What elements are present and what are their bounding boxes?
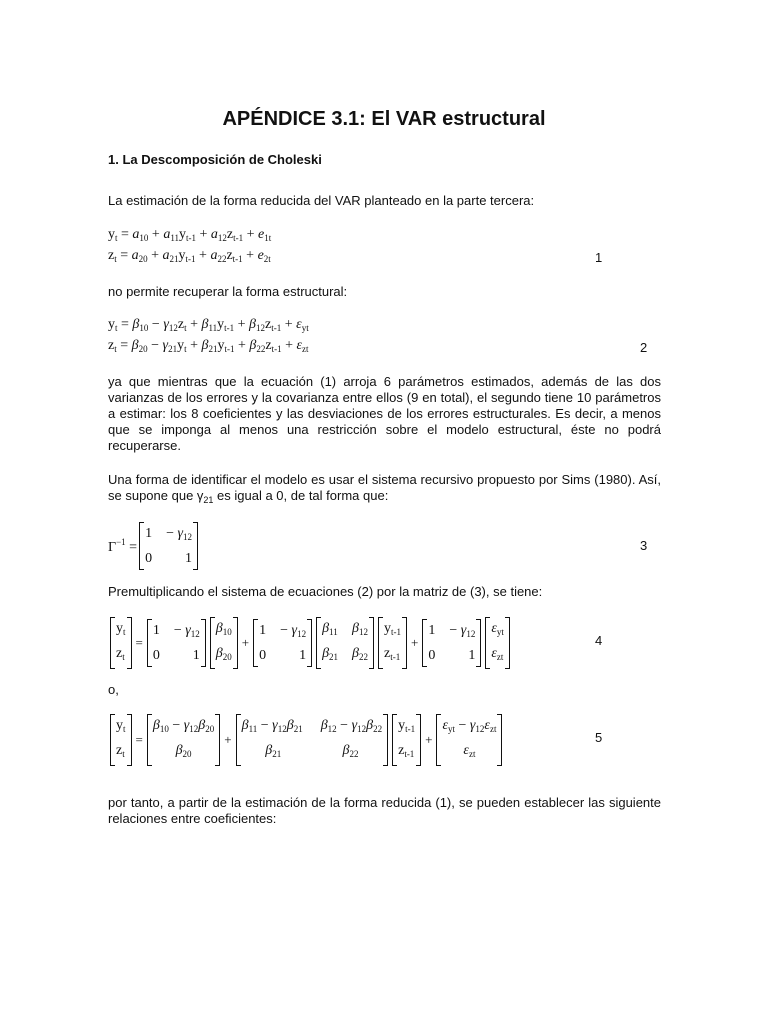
equation-3: $\Gamma^{-1}$ = 1 − $\gamma_{12}$ 0 1: [108, 522, 200, 570]
paragraph-sims: Una forma de identificar el modelo es usar el sistema recursivo propuesto por Sims (1980). Así, se supone que $\gamma_{21}$ es igual a 0, de tal forma que:: [108, 472, 661, 505]
paragraph-parameters: ya que mientras que la ecuación (1) arroja 6 parámetros estimados, además de las dos varianzas de los errores y la covarianza entre ellos (9 en total), el segundo tiene 10 parámetros a estimar: los 8 coeficientes y las desviaciones de los errores estructurales. Es decir, a menos que se imponga al menos una restricción sobre el modelo estructural, éste no podrá recuperarse.: [108, 374, 661, 453]
section-heading: 1. La Descomposición de Choleski: [108, 152, 322, 167]
equation-2-line-1: $y_t = \beta_{10} - \gamma_{12}z_t + \beta_{11}y_{t-1} + \beta_{12}z_{t-1} + \varepsilon_{yt}$: [108, 317, 309, 333]
equation-4: $y_t$ $z_t$ = 1 − $\gamma_{12}$ 0 1 $\beta_{10}$ $\beta_{20}$ + 1 − $\gamma_{12}$ 0 1 $\beta_{11}$ $\beta_{12}$ $\beta_{21}$ $\beta_{22}$ $y_{t-1}$ $z_{t-1}$ + 1 − $\gamma_{12}$ 0 1 $\varepsilon_{yt}$ $\varepsilon_{zt}$: [108, 617, 512, 669]
paragraph-structural: no permite recuperar la forma estructural:: [108, 284, 348, 299]
equation-number-1: 1: [595, 250, 603, 265]
paragraph-premultiply: Premultiplicando el sistema de ecuaciones (2) por la matriz de (3), se tiene:: [108, 584, 543, 599]
equation-number-4: 4: [595, 633, 603, 648]
equation-1-line-1: $y_t = a_{10} + a_{11}y_{t-1} + a_{12}z_{t-1} + e_{1t}$: [108, 227, 272, 243]
equation-1-line-2: $z_t = a_{20} + a_{21}y_{t-1} + a_{22}z_{t-1} + e_{2t}$: [108, 248, 271, 264]
paragraph-relations: por tanto, a partir de la estimación de la forma reducida (1), se pueden establecer las siguiente relaciones entre coeficientes:: [108, 795, 661, 826]
equation-2-line-2: $z_t = \beta_{20} - \gamma_{21}y_t + \beta_{21}y_{t-1} + \beta_{22}z_{t-1} + \varepsilon_{zt}$: [108, 338, 309, 354]
equation-number-5: 5: [595, 730, 603, 745]
paragraph-or: o,: [108, 682, 119, 697]
equation-number-3: 3: [640, 538, 648, 553]
equation-number-2: 2: [640, 340, 648, 355]
page-title: APÉNDICE 3.1: El VAR estructural: [222, 108, 546, 130]
equation-5: $y_t$ $z_t$ = $\beta_{10} - \gamma_{12}\beta_{20}$ $\beta_{20}$ + $\beta_{11} - \gamma_{12}\beta_{21}$ $\beta_{12} - \gamma_{12}\beta_{22}$ $\beta_{21}$ $\beta_{22}$ $y_{t-1}$ $z_{t-1}$ + $\varepsilon_{yt} - \gamma_{12}\varepsilon_{zt}$ $\varepsilon_{zt}$: [108, 714, 504, 766]
paragraph-intro: La estimación de la forma reducida del VAR planteado en la parte tercera:: [108, 193, 535, 208]
